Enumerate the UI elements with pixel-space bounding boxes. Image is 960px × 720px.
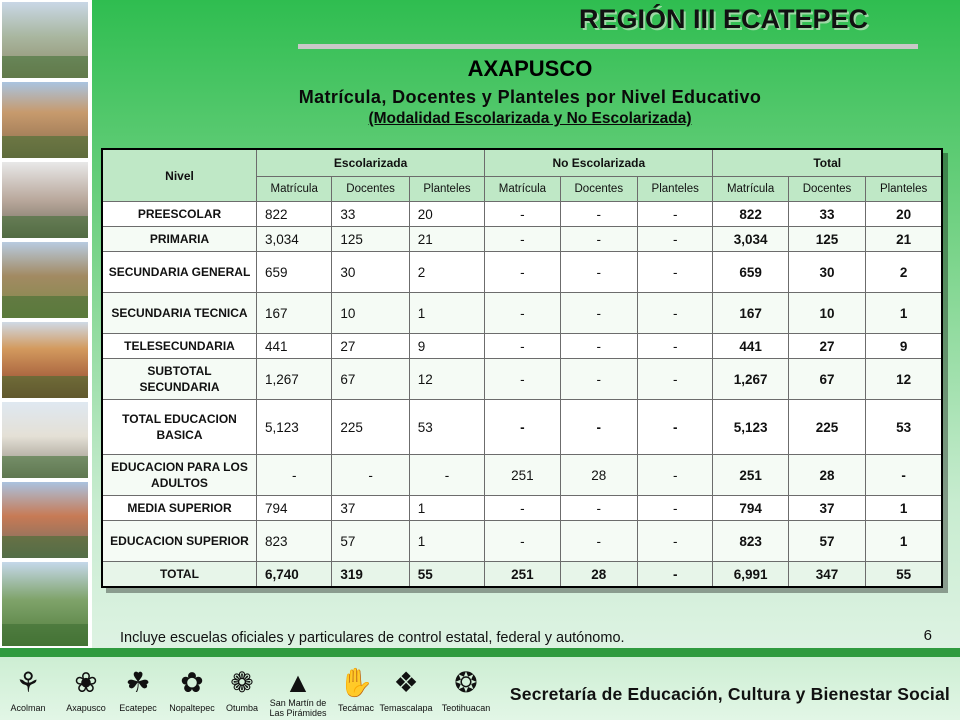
town-photo-palace (2, 322, 88, 398)
table-cell: - (560, 227, 637, 252)
table-cell: 5,123 (257, 400, 332, 455)
group-header-total: Total (713, 149, 942, 177)
town-photo-arcade (2, 162, 88, 238)
secretaria-label: Secretaría de Educación, Cultura y Bienestar Social (509, 684, 950, 704)
municipio-label: Axapusco (66, 703, 106, 713)
table-cell: 1 (409, 496, 484, 521)
table-cell: 1,267 (257, 359, 332, 400)
sub-header-docentes: Docentes (332, 177, 409, 202)
table-cell: 251 (485, 455, 560, 496)
table-cell: - (560, 293, 637, 334)
table-cell: 30 (332, 252, 409, 293)
nopaltepec-glyph-icon: ✿ (180, 667, 204, 698)
ecatepec-glyph-icon: ☘ (125, 667, 151, 698)
tecamac-glyph-icon: ✋ (338, 667, 374, 698)
sub-header-matricula: Matrícula (485, 177, 560, 202)
table-cell: - (560, 334, 637, 359)
table-cell: 57 (332, 521, 409, 562)
table-cell: - (560, 202, 637, 227)
table-cell: - (638, 227, 713, 252)
table-cell: 822 (713, 202, 788, 227)
table-cell: - (638, 252, 713, 293)
group-header-no-escolarizada: No Escolarizada (485, 149, 713, 177)
table-cell: 10 (788, 293, 865, 334)
table-cell: 319 (332, 562, 409, 588)
table-cell: 1 (866, 521, 942, 562)
town-photo-hall (2, 482, 88, 558)
municipio-label: Nopaltepec (169, 703, 215, 713)
town-photo-building (2, 402, 88, 478)
table-cell: - (638, 334, 713, 359)
table-cell: 21 (866, 227, 942, 252)
table-cell: - (485, 293, 560, 334)
table-cell: 55 (866, 562, 942, 588)
table-row (102, 455, 942, 496)
table-cell: 67 (332, 359, 409, 400)
sub-header-planteles: Planteles (638, 177, 713, 202)
table-cell: 794 (257, 496, 332, 521)
header-divider (298, 44, 918, 49)
table-cell: 6,740 (257, 562, 332, 588)
nivel-cell: EDUCACION PARA LOS ADULTOS (102, 455, 257, 496)
table-cell: - (485, 202, 560, 227)
table-cell: - (485, 334, 560, 359)
table-cell: 823 (713, 521, 788, 562)
table-cell: 28 (788, 455, 865, 496)
municipio-label: Temascalapa (379, 703, 433, 713)
municipio-label: Ecatepec (119, 703, 157, 713)
table-cell: - (560, 252, 637, 293)
table-cell: 20 (409, 202, 484, 227)
town-photo-aqueduct (2, 242, 88, 318)
table-cell: 823 (257, 521, 332, 562)
region-title: REGIÓN III ECATEPEC (578, 4, 868, 34)
table-cell: 125 (788, 227, 865, 252)
table-cell: 28 (560, 455, 637, 496)
nivel-cell: PREESCOLAR (102, 202, 257, 227)
table-cell: 225 (332, 400, 409, 455)
table-cell: 822 (257, 202, 332, 227)
table-row (102, 400, 942, 455)
table-row (102, 252, 942, 293)
table-cell: 9 (409, 334, 484, 359)
table-cell: 5,123 (713, 400, 788, 455)
group-header-escolarizada: Escolarizada (257, 149, 485, 177)
municipio-label: Tecámac (337, 703, 374, 713)
nivel-cell: EDUCACION SUPERIOR (102, 521, 257, 562)
footnote: Incluye escuelas oficiales y particulares de control estatal, federal y autónomo. (120, 630, 625, 646)
table-cell: 2 (409, 252, 484, 293)
teotihuacan-glyph-icon: ❂ (454, 667, 478, 698)
municipio-label: Acolman (10, 703, 46, 713)
table-cell: 659 (257, 252, 332, 293)
nivel-cell: TOTAL (102, 562, 257, 588)
table-cell: 12 (409, 359, 484, 400)
acolman-glyph-icon: ⚘ (15, 667, 41, 698)
table-cell: 20 (866, 202, 942, 227)
table-cell: - (638, 562, 713, 588)
table-cell: 6,991 (713, 562, 788, 588)
table-cell: - (485, 252, 560, 293)
table-cell: 251 (485, 562, 560, 588)
table-cell: - (638, 293, 713, 334)
sub-header-matricula: Matrícula (713, 177, 788, 202)
table-row (102, 359, 942, 400)
table-cell: 28 (560, 562, 637, 588)
table-cell: - (560, 400, 637, 455)
table-cell: 794 (713, 496, 788, 521)
otumba-glyph-icon: ❁ (230, 667, 254, 698)
table-cell: 12 (866, 359, 942, 400)
table-cell: - (485, 400, 560, 455)
municipio-label: Teotihuacan (441, 703, 491, 713)
table-cell: - (560, 359, 637, 400)
table-cell: 37 (788, 496, 865, 521)
table-body (102, 202, 942, 588)
table-row (102, 227, 942, 252)
table-cell: 3,034 (257, 227, 332, 252)
table-cell: 659 (713, 252, 788, 293)
table-cell: 251 (713, 455, 788, 496)
table-row (102, 562, 942, 588)
nivel-cell: TELESECUNDARIA (102, 334, 257, 359)
table-cell: 33 (332, 202, 409, 227)
table-cell: - (257, 455, 332, 496)
enrollment-table (101, 148, 943, 588)
table-cell: 27 (788, 334, 865, 359)
table-cell: - (560, 496, 637, 521)
table-cell: - (638, 521, 713, 562)
sub-header-docentes: Docentes (560, 177, 637, 202)
table-row (102, 521, 942, 562)
table-cell: 125 (332, 227, 409, 252)
table-cell: 2 (866, 252, 942, 293)
nivel-cell: MEDIA SUPERIOR (102, 496, 257, 521)
table-cell: 30 (788, 252, 865, 293)
table-cell: 10 (332, 293, 409, 334)
sub-header-matricula: Matrícula (257, 177, 332, 202)
nivel-header: Nivel (102, 149, 257, 202)
nivel-cell: SUBTOTAL SECUNDARIA (102, 359, 257, 400)
table-cell: 57 (788, 521, 865, 562)
table-cell: 441 (257, 334, 332, 359)
table-cell: 225 (788, 400, 865, 455)
nivel-cell: SECUNDARIA TECNICA (102, 293, 257, 334)
axapusco-glyph-icon: ❀ (74, 667, 98, 698)
table-cell: 37 (332, 496, 409, 521)
table-cell: 1 (409, 521, 484, 562)
table-cell: 53 (409, 400, 484, 455)
table-cell: 53 (866, 400, 942, 455)
table-cell: - (485, 227, 560, 252)
page-title: Matrícula, Docentes y Planteles por Nivel Educativo (298, 87, 762, 107)
table-row (102, 293, 942, 334)
table-cell: - (638, 496, 713, 521)
town-photo-garden (2, 562, 88, 646)
nivel-cell: TOTAL EDUCACION BASICA (102, 400, 257, 455)
page-subtitle: (Modalidad Escolarizada y No Escolarizada) (368, 110, 692, 127)
table-cell: 167 (713, 293, 788, 334)
table-cell: 1 (866, 496, 942, 521)
table-row (102, 202, 942, 227)
table-cell: - (485, 521, 560, 562)
sub-header-planteles: Planteles (409, 177, 484, 202)
table-cell: 9 (866, 334, 942, 359)
table-group-header-row (102, 149, 942, 177)
table-row (102, 496, 942, 521)
footer-bar (0, 657, 960, 720)
page-number: 6 (923, 627, 932, 644)
municipio-label: San Martín de Las Pirámides (269, 698, 327, 718)
table-cell: 3,034 (713, 227, 788, 252)
table-cell: - (332, 455, 409, 496)
table-cell: 1 (866, 293, 942, 334)
san-martin-glyph-icon: ▲ (284, 667, 312, 698)
table-cell: - (638, 202, 713, 227)
municipio-title: AXAPUSCO (467, 56, 593, 81)
table-cell: - (485, 496, 560, 521)
table-cell: 1,267 (713, 359, 788, 400)
table-cell: 55 (409, 562, 484, 588)
table-row (102, 334, 942, 359)
table-cell: - (638, 359, 713, 400)
table-cell: 21 (409, 227, 484, 252)
sub-header-planteles: Planteles (866, 177, 942, 202)
sub-header-docentes: Docentes (788, 177, 865, 202)
footer-divider (0, 648, 960, 657)
table-cell: 33 (788, 202, 865, 227)
table-cell: - (409, 455, 484, 496)
nivel-cell: PRIMARIA (102, 227, 257, 252)
table-cell: - (638, 455, 713, 496)
table-cell: - (866, 455, 942, 496)
table-cell: 347 (788, 562, 865, 588)
table-cell: 167 (257, 293, 332, 334)
table-cell: - (638, 400, 713, 455)
table-cell: 67 (788, 359, 865, 400)
table-cell: - (560, 521, 637, 562)
table-cell: - (485, 359, 560, 400)
table-cell: 441 (713, 334, 788, 359)
municipio-label: Otumba (225, 703, 258, 713)
temascalapa-glyph-icon: ❖ (393, 667, 419, 698)
table-cell: 27 (332, 334, 409, 359)
table-cell: 1 (409, 293, 484, 334)
nivel-cell: SECUNDARIA GENERAL (102, 252, 257, 293)
